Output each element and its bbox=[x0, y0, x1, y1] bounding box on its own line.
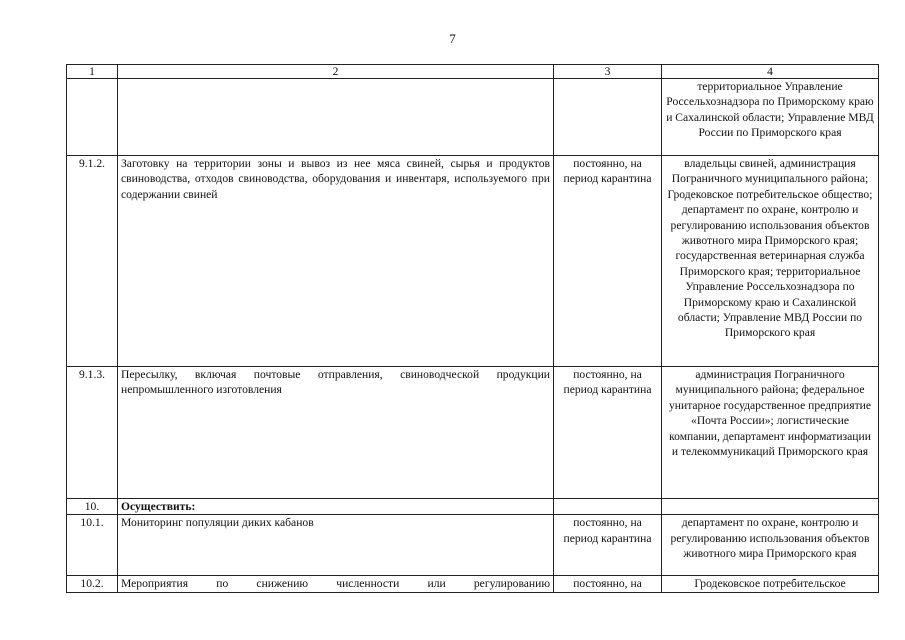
row-period bbox=[554, 79, 662, 156]
row-responsible: владельцы свиней, администрация Пограничного муниципального района; Гродековское потребительское общество; департамент по охране, контролю и регулированию использования объектов животного мира Приморского края; государственная ветеринарная служба Приморского края; территориальное Управление Россельхознадзора по Приморскому краю и Сахалинской области; Управление МВД России по Приморского края bbox=[662, 156, 879, 367]
row-action: Пересылку, включая почтовые отправления, свиноводческой продукции непромышленного изготовления bbox=[118, 367, 554, 499]
table-row bbox=[67, 576, 879, 592]
row-action: Мониторинг популяции диких кабанов bbox=[118, 515, 554, 576]
header-col-1: 1 bbox=[67, 65, 118, 79]
row-action: Мероприятия по снижению численности или регулированию bbox=[118, 576, 554, 592]
row-action: Осуществить: bbox=[118, 499, 554, 515]
header-col-2: 2 bbox=[118, 65, 554, 79]
row-number: 10.2. bbox=[67, 576, 118, 592]
page-number: 7 bbox=[449, 31, 456, 46]
row-period: постоянно, на период карантина bbox=[554, 156, 662, 367]
row-responsible bbox=[662, 499, 879, 515]
measures-table bbox=[66, 64, 879, 593]
table-row bbox=[67, 499, 879, 515]
row-period: постоянно, на период карантина bbox=[554, 367, 662, 499]
row-period bbox=[554, 499, 662, 515]
row-period: постоянно, на период карантина bbox=[554, 515, 662, 576]
table-row bbox=[67, 515, 879, 576]
table-row bbox=[67, 367, 879, 499]
row-responsible: Гродековское потребительское bbox=[662, 576, 879, 592]
table-row bbox=[67, 79, 879, 156]
row-responsible: администрация Пограничного муниципального района; федеральное унитарное государственное предприятие «Почта России»; логистические компании, департамент информатизации и телекоммуникаций Приморского края bbox=[662, 367, 879, 499]
row-action: Заготовку на территории зоны и вывоз из нее мяса свиней, сырья и продуктов свиноводства, отходов свиноводства, оборудования и инвентаря, используемого при содержании свиней bbox=[118, 156, 554, 367]
row-responsible: департамент по охране, контролю и регулированию использования объектов животного мира Приморского края bbox=[662, 515, 879, 576]
row-number: 9.1.2. bbox=[67, 156, 118, 367]
table-row bbox=[67, 156, 879, 367]
row-action bbox=[118, 79, 554, 156]
row-number: 9.1.3. bbox=[67, 367, 118, 499]
row-number: 10.1. bbox=[67, 515, 118, 576]
header-col-4: 4 bbox=[662, 65, 879, 79]
row-responsible: территориальное Управление Россельхознадзора по Приморскому краю и Сахалинской области; Управление МВД России по Приморского края bbox=[662, 79, 879, 156]
header-col-3: 3 bbox=[554, 65, 662, 79]
row-number: 10. bbox=[67, 499, 118, 515]
row-number bbox=[67, 79, 118, 156]
row-period: постоянно, на bbox=[554, 576, 662, 592]
table-header-row bbox=[67, 65, 879, 79]
